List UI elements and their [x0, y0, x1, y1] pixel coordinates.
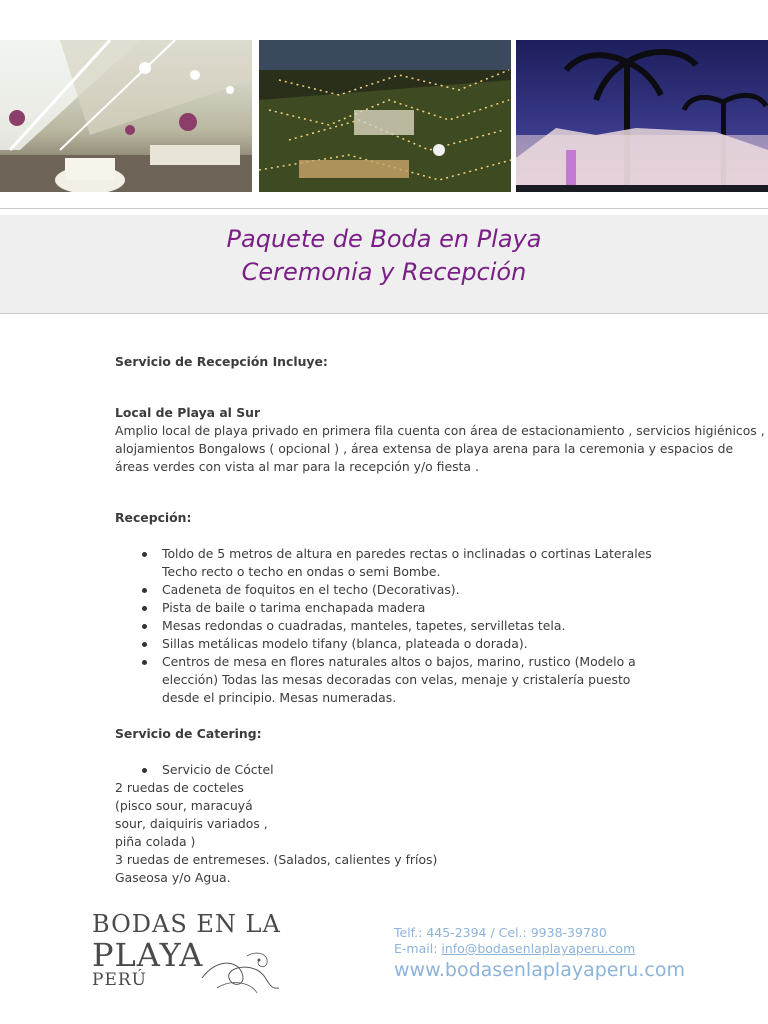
website-text: www.bodasenlaplayaperu.com [394, 959, 685, 981]
list-item: Servicio de Cóctel [162, 761, 765, 779]
catering-list [115, 761, 765, 779]
catering-heading: Servicio de Catering: [115, 726, 262, 741]
list-item: Cadeneta de foquitos en el techo (Decorativas). [162, 581, 667, 599]
catering-line: piña colada ) [115, 834, 196, 849]
outdoor-lights-photo [259, 40, 511, 192]
tent-reception-photo [0, 40, 252, 192]
swirl-ornament-icon [197, 948, 287, 996]
night-tent-palms-photo [516, 40, 768, 192]
venue-text: Amplio local de playa privado en primera fila cuenta con área de estacionamiento , servicios higiénicos , alojamientos Bongalows ( opcional ) , área extensa de playa arena para la ceremonia y espacios de áreas verdes con vista al mar para la recepción y/o fiesta . [115, 423, 765, 474]
contact-block [394, 925, 685, 981]
logo-line-1: BODAS EN LA [92, 910, 281, 938]
reception-heading: Recepción: [115, 510, 192, 525]
email-link[interactable]: info@bodasenlaplayaperu.com [441, 941, 636, 956]
list-item: Toldo de 5 metros de altura en paredes rectas o inclinadas o cortinas Laterales Techo recto o techo en ondas o semi Bombe. [162, 545, 667, 581]
list-item: Centros de mesa en flores naturales altos o bajos, marino, rustico (Modelo a elección) Todas las mesas decoradas con velas, menaje y cristalería puesto desde el principio. Mesas numeradas. [162, 653, 667, 707]
catering-line: 3 ruedas de entremeses. (Salados, calientes y fríos) [115, 852, 438, 867]
phone-text: Telf.: 445-2394 / Cel.: 9938-39780 [394, 925, 607, 940]
brand-logo [92, 910, 292, 1000]
reception-includes-heading: Servicio de Recepción Incluye: [115, 354, 328, 369]
list-item: Sillas metálicas modelo tifany (blanca, plateada o dorada). [162, 635, 667, 653]
photo-strip [0, 40, 768, 192]
document-body [115, 353, 765, 887]
logo-line-3: PERÚ [92, 970, 147, 990]
catering-line: (pisco sour, maracuyá [115, 798, 253, 813]
catering-line: Gaseosa y/o Agua. [115, 870, 231, 885]
catering-line: sour, daiquiris variados , [115, 816, 268, 831]
venue-heading: Local de Playa al Sur [115, 405, 261, 420]
catering-line: 2 ruedas de cocteles [115, 780, 244, 795]
email-line [394, 941, 685, 957]
reception-list [115, 545, 667, 707]
page-title: Paquete de Boda en Playa [226, 225, 542, 253]
list-item: Pista de baile o tarima enchapada madera [162, 599, 667, 617]
logo-line-2: PLAYA [92, 936, 204, 974]
page-subtitle: Ceremonia y Recepción [241, 258, 527, 286]
email-label: E-mail: [394, 941, 442, 956]
list-item: Mesas redondas o cuadradas, manteles, tapetes, servilletas tela. [162, 617, 667, 635]
